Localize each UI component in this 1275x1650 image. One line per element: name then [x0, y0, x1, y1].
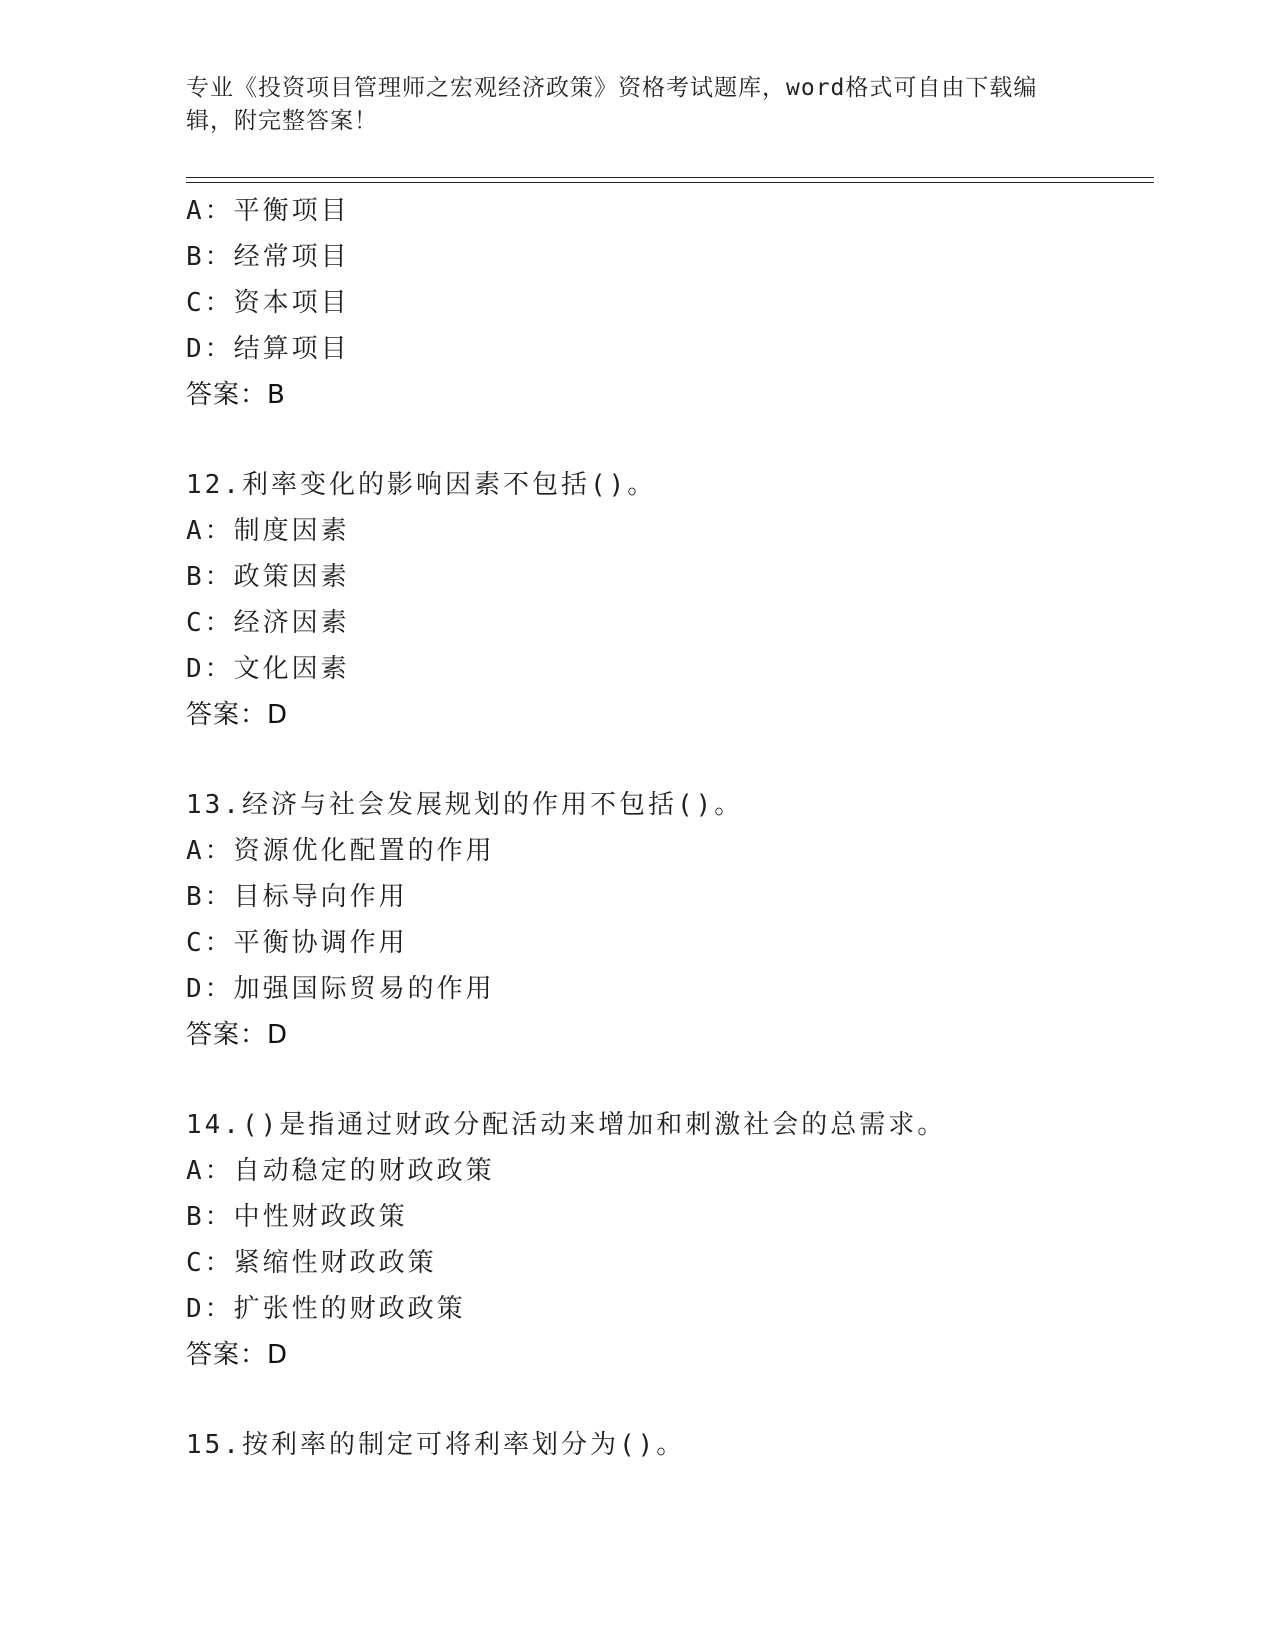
- answer-text: 答案：D: [186, 1020, 289, 1050]
- document-header: [186, 72, 1086, 138]
- option-d: D：结算项目: [186, 334, 350, 364]
- question-block: [186, 782, 1154, 1058]
- option-a: A：资源优化配置的作用: [186, 836, 495, 866]
- header-line-1: 专业《投资项目管理师之宏观经济政策》资格考试题库，word格式可自由下载编: [186, 75, 1038, 101]
- option-b: B：中性财政政策: [186, 1202, 408, 1232]
- header-line-2: 辑，附完整答案！: [186, 108, 378, 134]
- question-block: [186, 462, 1154, 738]
- option-d: D：文化因素: [186, 654, 350, 684]
- question-block: [186, 188, 1154, 418]
- question-text: 15.按利率的制定可将利率划分为()。: [186, 1430, 686, 1460]
- option-d: D：扩张性的财政政策: [186, 1294, 466, 1324]
- question-block: [186, 1102, 1154, 1378]
- block-spacer: [186, 418, 1154, 462]
- question-text: 12.利率变化的影响因素不包括()。: [186, 470, 657, 500]
- option-c: C：经济因素: [186, 608, 350, 638]
- option-c: C：资本项目: [186, 288, 350, 318]
- block-spacer: [186, 738, 1154, 782]
- answer-text: 答案：D: [186, 700, 289, 730]
- block-spacer: [186, 1058, 1154, 1102]
- answer-text: 答案：B: [186, 380, 286, 410]
- option-a: A：制度因素: [186, 516, 350, 546]
- question-block: [186, 1422, 1154, 1468]
- option-c: C：紧缩性财政政策: [186, 1248, 437, 1278]
- option-a: A：平衡项目: [186, 196, 350, 226]
- header-divider-top: [186, 177, 1154, 178]
- question-list: [186, 188, 1154, 1468]
- option-b: B：目标导向作用: [186, 882, 408, 912]
- question-text: 14.()是指通过财政分配活动来增加和刺激社会的总需求。: [186, 1110, 947, 1140]
- question-text: 13.经济与社会发展规划的作用不包括()。: [186, 790, 744, 820]
- option-c: C：平衡协调作用: [186, 928, 408, 958]
- option-d: D：加强国际贸易的作用: [186, 974, 495, 1004]
- option-b: B：经常项目: [186, 242, 350, 272]
- answer-text: 答案：D: [186, 1340, 289, 1370]
- option-a: A：自动稳定的财政政策: [186, 1156, 495, 1186]
- option-b: B：政策因素: [186, 562, 350, 592]
- header-divider-bottom: [186, 182, 1154, 183]
- block-spacer: [186, 1378, 1154, 1422]
